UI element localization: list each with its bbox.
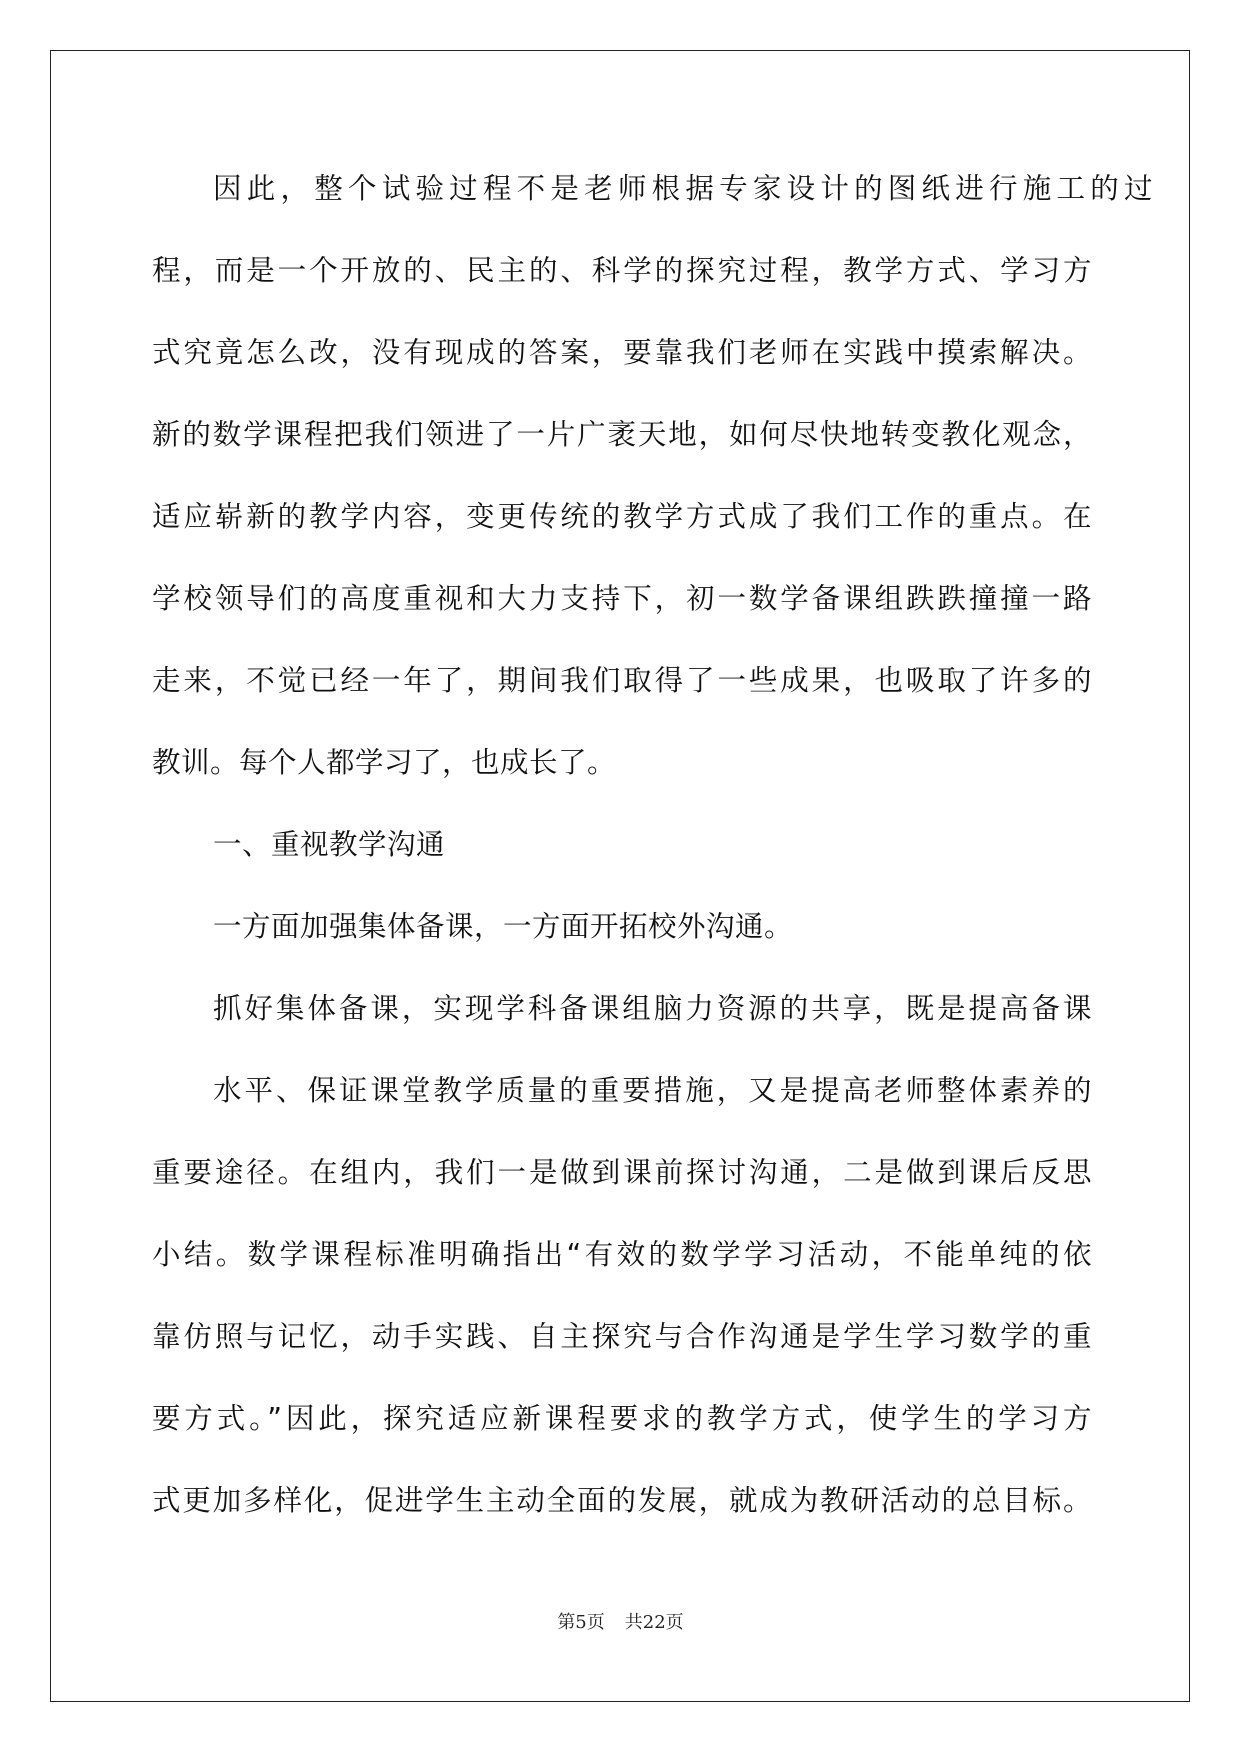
paragraph-line: 适应崭新的教学内容，变更传统的教学方式成了我们工作的重点。在 — [152, 500, 1092, 533]
paragraph-line: 学校领导们的高度重视和大力支持下，初一数学备课组跌跌撞撞一路 — [152, 582, 1092, 615]
paragraph-line: 靠仿照与记忆，动手实践、自主探究与合作沟通是学生学习数学的重 — [152, 1320, 1092, 1353]
paragraph-line: 式更加多样化，促进学生主动全面的发展，就成为教研活动的总目标。 — [152, 1484, 1092, 1517]
page-number: 第5页 — [557, 1612, 605, 1633]
paragraph-line: 水平、保证课堂教学质量的重要措施，又是提高老师整体素养的 — [213, 1074, 1092, 1107]
paragraph-line: 一方面加强集体备课，一方面开拓校外沟通。 — [213, 910, 794, 943]
section-heading: 一、重视教学沟通 — [213, 828, 446, 861]
page-footer — [0, 1608, 1241, 1634]
paragraph-line: 抓好集体备课，实现学科备课组脑力资源的共享，既是提高备课 — [213, 992, 1092, 1025]
paragraph-line: 小结。数学课程标准明确指出“有效的数学学习活动，不能单纯的依 — [152, 1238, 1092, 1271]
paragraph-line: 式究竟怎么改，没有现成的答案，要靠我们老师在实践中摸索解决。 — [152, 336, 1092, 369]
page-total: 共22页 — [624, 1612, 684, 1633]
paragraph-line: 因此，整个试验过程不是老师根据专家设计的图纸进行施工的过 — [213, 172, 1153, 205]
paragraph-line: 教训。每个人都学习了，也成长了。 — [152, 746, 617, 779]
paragraph-line: 走来，不觉已经一年了，期间我们取得了一些成果，也吸取了许多的 — [152, 664, 1092, 697]
paragraph-line: 重要途径。在组内，我们一是做到课前探讨沟通，二是做到课后反思 — [152, 1156, 1092, 1189]
paragraph-line: 程，而是一个开放的、民主的、科学的探究过程，教学方式、学习方 — [152, 254, 1092, 287]
paragraph-line: 要方式。”因此，探究适应新课程要求的教学方式，使学生的学习方 — [152, 1402, 1092, 1435]
paragraph-line: 新的数学课程把我们领进了一片广袤天地，如何尽快地转变教化观念， — [152, 418, 1092, 451]
